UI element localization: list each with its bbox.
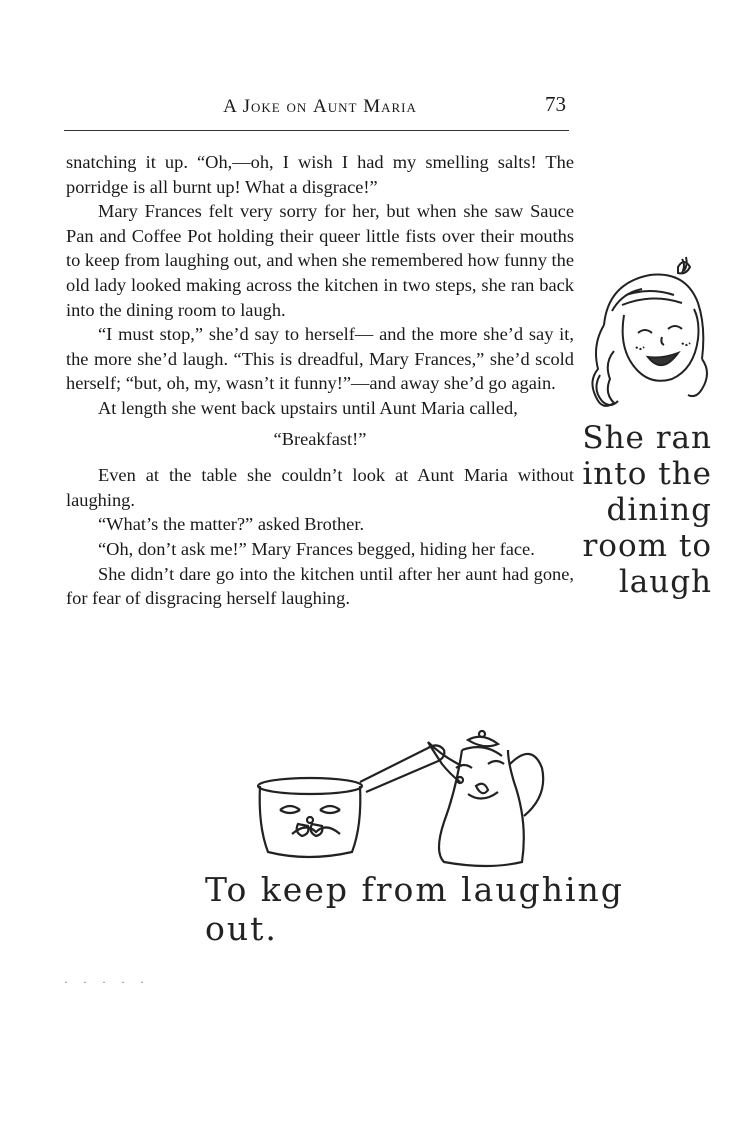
page-number: 73 <box>545 92 566 116</box>
paragraph-9: She didn’t dare go into the kitchen until after her aunt had gone, for fear of disgracing herself laughing. <box>66 563 574 609</box>
print-smudge: · · · · · <box>64 975 150 989</box>
paragraph-3: “I must stop,” she’d say to herself— and the more she’d say it, the more she’d laugh. “This is dreadful, Mary Frances,” she’d scold herself; “but, oh, my, wasn’t it funny!”—and away she’d go again. <box>66 324 574 394</box>
side-caption-line-5: laugh <box>618 564 712 600</box>
side-caption-line-3: dining <box>606 492 712 528</box>
header-rule <box>64 130 569 131</box>
paragraph-7: “What’s the matter?” asked Brother. <box>98 514 365 535</box>
paragraph-6: Even at the table she couldn’t look at Aunt Maria without laughing. <box>66 465 574 510</box>
side-caption-line-1: She ran <box>582 420 712 456</box>
title-word-joke: Joke <box>242 96 281 117</box>
paragraph-8: “Oh, don’t ask me!” Mary Frances begged, hiding her face. <box>98 538 535 559</box>
side-caption <box>582 420 712 600</box>
side-caption-line-4: room to <box>582 528 712 564</box>
saucepan-and-coffeepot-illustration <box>250 728 550 868</box>
side-caption-line-2: into the <box>582 456 712 492</box>
paragraph-4: At length she went back upstairs until Aunt Maria called, <box>98 397 518 418</box>
bottom-caption: To keep from laughing out. <box>205 870 624 948</box>
title-word-on: on <box>286 96 308 117</box>
paragraph-2: Mary Frances felt very sorry for her, but when she saw Sauce Pan and Coffee Pot holding their queer little fists over their mouths to keep from laughing out, and when she remembered how funny the old lady looked making across the kitchen in two steps, she ran back into the dining room to laugh. <box>66 201 574 320</box>
laughing-girl-illustration <box>582 255 712 425</box>
body-text <box>66 150 574 611</box>
title-word-a: A <box>223 96 237 117</box>
running-header-title <box>150 96 490 118</box>
paragraph-1: snatching it up. “Oh,—oh, I wish I had my smelling salts! The porridge is all burnt up! What a disgrace!” <box>66 152 574 197</box>
title-word-maria: Maria <box>363 96 417 117</box>
paragraph-5-breakfast: “Breakfast!” <box>273 428 367 449</box>
title-word-aunt: Aunt <box>312 96 358 117</box>
